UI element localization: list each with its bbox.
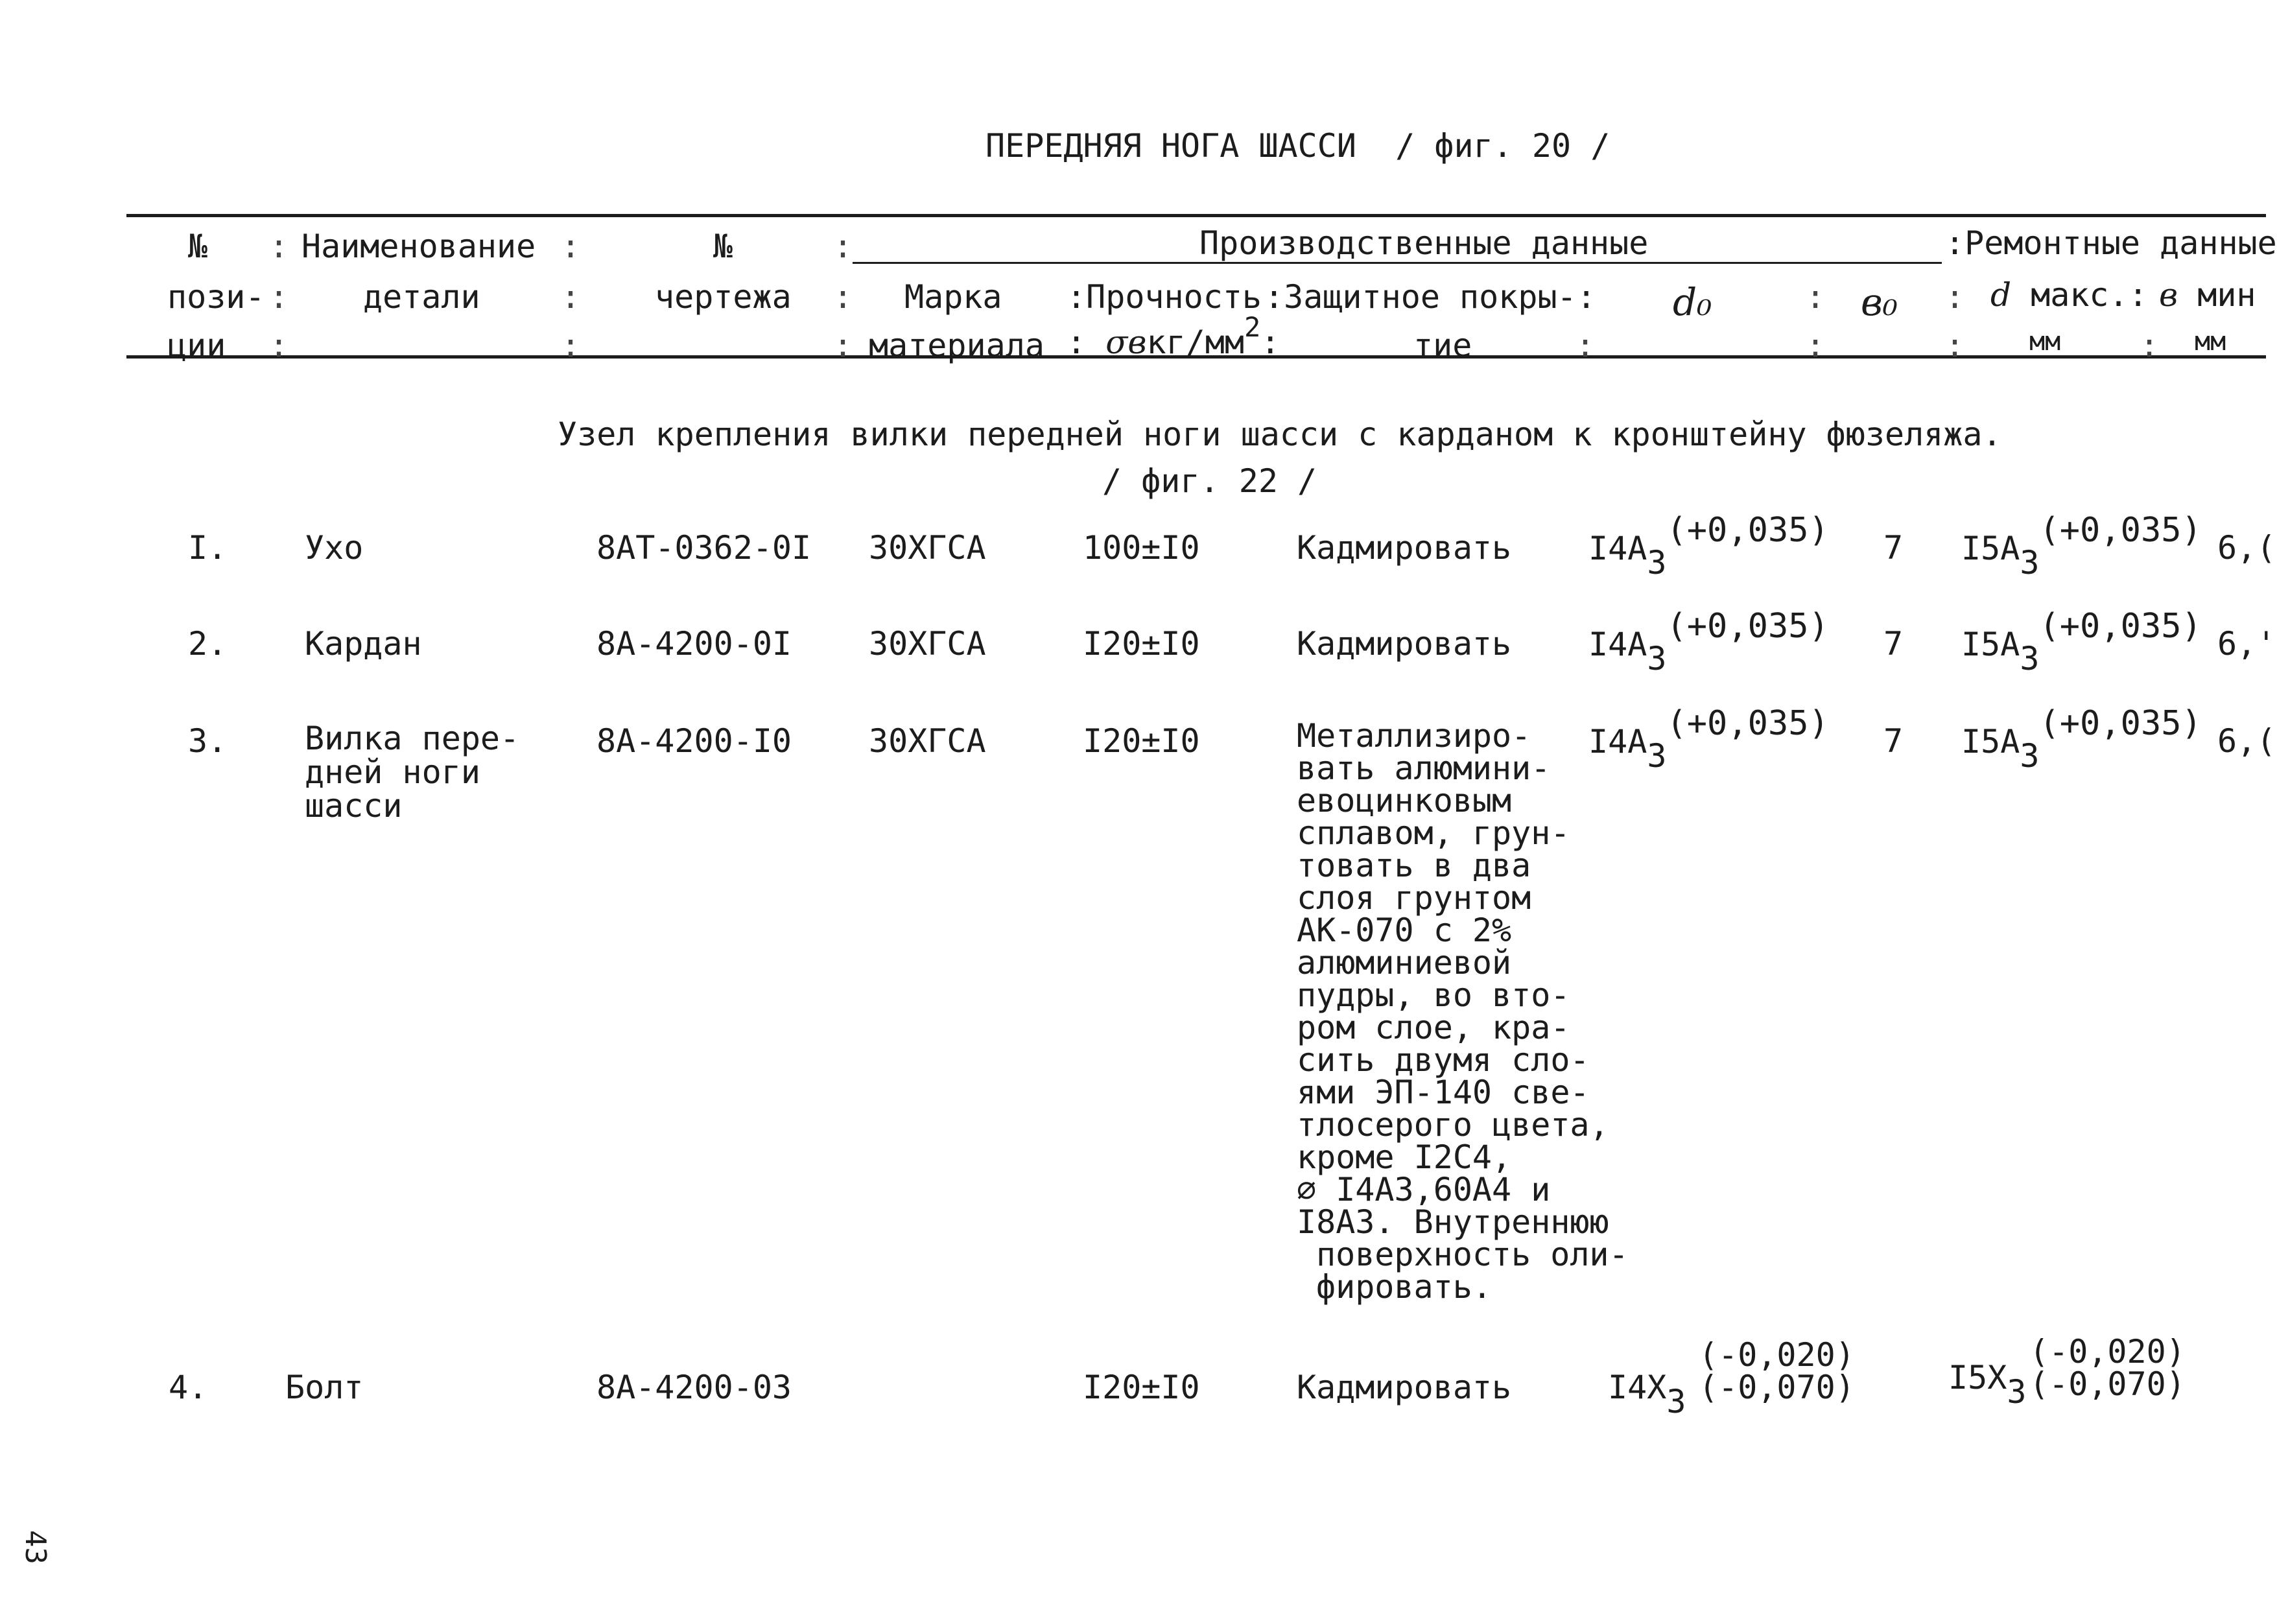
title-fig-ref: / фиг. 20 /	[1395, 127, 1610, 165]
dmax-base: I5Х	[1948, 1359, 2007, 1396]
col-strength-label-1: :Прочность	[1067, 278, 1262, 316]
section-fig-ref: / фиг. 22 /	[1102, 462, 1317, 500]
b-symbol: в	[2159, 276, 2178, 314]
row-name	[305, 722, 519, 823]
d0-base: I4А	[1588, 723, 1647, 760]
row-material: 30ХГСА	[869, 722, 986, 760]
row-bmin: 6,'	[2217, 625, 2276, 663]
row-strength: 100±I0	[1083, 529, 1200, 567]
dmax-sub: 3	[2020, 737, 2040, 775]
row-bmin: 6,(	[2217, 722, 2276, 760]
row-dmax-base	[1948, 1358, 2027, 1411]
document-title	[985, 126, 1610, 165]
sep: :	[1575, 327, 1596, 364]
prod-group-label: Производственные данные	[1199, 224, 1649, 262]
row-b0: 7	[1883, 529, 1904, 567]
d0-base: I4А	[1588, 530, 1647, 567]
row-bmin: 6,(	[2217, 529, 2276, 567]
d0-base: I4А	[1588, 626, 1647, 663]
col-strength-unit: кг/мм	[1146, 324, 1244, 361]
section-title: Узел крепления вилки передней ноги шасси с карданом к кронштейну фюзеляжа.	[558, 416, 2002, 453]
dmax-sub: 3	[2020, 640, 2040, 677]
row-name-line: Вилка пере-	[305, 720, 520, 757]
coating-line: поверхность оли-	[1316, 1236, 1629, 1273]
sep: :	[833, 228, 853, 265]
row-coating	[1297, 717, 1629, 1306]
sep: :	[1806, 327, 1826, 364]
col-material-label-2: материала	[869, 327, 1044, 364]
d0-base: I4Х	[1608, 1369, 1667, 1406]
dmax-tol: (+0,035)	[2039, 607, 2202, 646]
dmax-sub: 3	[2020, 544, 2040, 582]
d0-tol: (+0,035)	[1666, 607, 1829, 646]
sep: :	[561, 228, 581, 265]
row-d0	[1588, 704, 1829, 775]
page-number: 43	[19, 1530, 52, 1564]
d0-sub: 3	[1647, 544, 1667, 582]
coating-line: кроме I2С4,	[1297, 1138, 1512, 1176]
col-pos-label-2: ции	[167, 327, 226, 364]
col-b0-label: в₀	[1861, 280, 1898, 324]
d0-sub: 3	[1666, 1383, 1686, 1420]
dmax-tol-upper: (-0,020)	[2029, 1333, 2186, 1371]
d0-tol: (+0,035)	[1666, 704, 1829, 743]
sep: :	[2140, 327, 2160, 364]
d0-sub: 3	[1647, 737, 1667, 775]
col-dmax-unit: мм	[2029, 327, 2061, 357]
col-strength-label-2: : σвкг/$мм^2$:	[1067, 311, 1280, 361]
row-material: 30ХГСА	[869, 625, 986, 663]
row-d0-base	[1608, 1368, 1686, 1420]
row-name: Болт	[285, 1369, 364, 1406]
coating-line: Металлизиро-	[1297, 717, 1531, 755]
sep: :	[561, 327, 581, 364]
row-d0	[1588, 511, 1829, 582]
dmax-base: I5А	[1961, 626, 2020, 663]
row-coating: Кадмировать	[1297, 529, 1512, 567]
coating-line: ями ЭП-140 све-	[1297, 1074, 1590, 1111]
coating-line: сить двумя сло-	[1297, 1041, 1590, 1079]
row-dmax	[1961, 607, 2202, 677]
coating-line: вать алюмини-	[1297, 749, 1551, 787]
row-dmax	[1961, 511, 2202, 582]
row-drawing: 8АТ-0362-0I	[596, 529, 812, 567]
col-strength-unit-exp: 2	[1244, 311, 1261, 343]
row-pos: I.	[188, 529, 228, 567]
row-strength: I20±I0	[1083, 722, 1200, 760]
repair-group-label: :Ремонтные данные	[1945, 224, 2277, 262]
dmax-tol: (+0,035)	[2039, 704, 2202, 743]
coating-line: тлосерого цвета,	[1297, 1106, 1609, 1144]
sep: :	[1945, 278, 1965, 316]
row-strength: I20±I0	[1083, 1369, 1200, 1406]
d0-tol-lower: (-0,070)	[1699, 1369, 1855, 1406]
d0-tol-upper: (-0,020)	[1699, 1336, 1855, 1374]
col-dmax-label: d макс.:	[1990, 276, 2148, 314]
sep: :	[833, 327, 853, 364]
coating-line: АК-070 с 2%	[1297, 912, 1512, 949]
coating-line: пудры, во вто-	[1297, 976, 1570, 1014]
row-coating: Кадмировать	[1297, 625, 1512, 663]
col-drawing-label: чертежа	[655, 278, 792, 316]
coating-line: товать в два	[1297, 847, 1531, 884]
coating-line: ∅ I4А3,60А4 и	[1297, 1171, 1551, 1208]
row-dmax	[1961, 704, 2202, 775]
col-material-label-1: Марка	[904, 278, 1002, 316]
row-name: Кардан	[305, 625, 422, 663]
sep: :	[269, 278, 289, 316]
header-top-rule	[126, 214, 2266, 217]
coating-line: I8А3. Внутреннюю	[1297, 1203, 1609, 1241]
col-coating-label-2: тие	[1413, 327, 1472, 364]
coating-line: сплавом, грун-	[1297, 814, 1570, 852]
dmax-base: I5А	[1961, 530, 2020, 567]
coating-line: фировать.	[1316, 1268, 1492, 1306]
col-bmin-unit: мм	[2195, 327, 2226, 357]
col-drawing-no-label: №	[713, 228, 733, 265]
d0-sub: 3	[1647, 640, 1667, 677]
col-bmin-text: мин	[2197, 276, 2256, 314]
row-pos: 3.	[188, 722, 228, 760]
dmax-sub: 3	[2007, 1373, 2027, 1411]
col-name-label-2: детали	[363, 278, 480, 316]
col-pos-label-1: пози-	[167, 278, 265, 316]
col-d0-label: d₀	[1673, 280, 1712, 324]
sep: :	[1945, 327, 1965, 364]
sep: :	[1806, 278, 1826, 316]
col-name-label-1: Наименование	[301, 228, 536, 265]
row-dmax-tol	[2029, 1333, 2186, 1403]
col-no-label: №	[188, 228, 208, 265]
coating-line: евоцинковым	[1297, 782, 1512, 819]
d0-tol: (+0,035)	[1666, 511, 1829, 550]
dmax-tol-lower: (-0,070)	[2029, 1365, 2186, 1403]
row-name-line: дней ноги	[305, 753, 480, 791]
col-dmax-text: макс.	[2031, 276, 2129, 314]
dmax-base: I5А	[1961, 723, 2020, 760]
sep: :	[269, 327, 289, 364]
sep: :	[833, 278, 853, 316]
row-name: Ухо	[305, 529, 364, 567]
repair-group-text: Ремонтные данные	[1964, 224, 2277, 262]
d-symbol: d	[1990, 276, 2012, 314]
row-b0: 7	[1883, 625, 1904, 663]
row-pos: 4.	[169, 1369, 208, 1406]
sep: :	[269, 228, 289, 265]
coating-line: ром слое, кра-	[1297, 1009, 1570, 1046]
row-b0: 7	[1883, 722, 1904, 760]
row-pos: 2.	[188, 625, 228, 663]
sigma-b-symbol: σв	[1105, 324, 1147, 361]
sep: :	[561, 278, 581, 316]
row-material: 30ХГСА	[869, 529, 986, 567]
row-strength: I20±I0	[1083, 625, 1200, 663]
title-text: ПЕРЕДНЯЯ НОГА ШАССИ	[985, 127, 1356, 165]
row-coating: Кадмировать	[1297, 1369, 1512, 1406]
coating-line: слоя грунтом	[1297, 879, 1531, 917]
col-coating-text: Защитное покры-	[1284, 278, 1577, 316]
dmax-tol: (+0,035)	[2039, 511, 2202, 550]
row-drawing: 8А-4200-I0	[596, 722, 792, 760]
coating-line: алюминиевой	[1297, 944, 1512, 982]
row-d0	[1588, 607, 1829, 677]
row-drawing: 8А-4200-0I	[596, 625, 792, 663]
row-name-line: шасси	[305, 787, 403, 825]
row-drawing: 8А-4200-03	[596, 1369, 792, 1406]
row-d0-tol	[1699, 1336, 1855, 1406]
col-coating-label-1: :Защитное покры-:	[1264, 278, 1596, 316]
col-bmin-label	[2159, 276, 2256, 314]
col-strength-text: Прочность	[1086, 278, 1262, 316]
